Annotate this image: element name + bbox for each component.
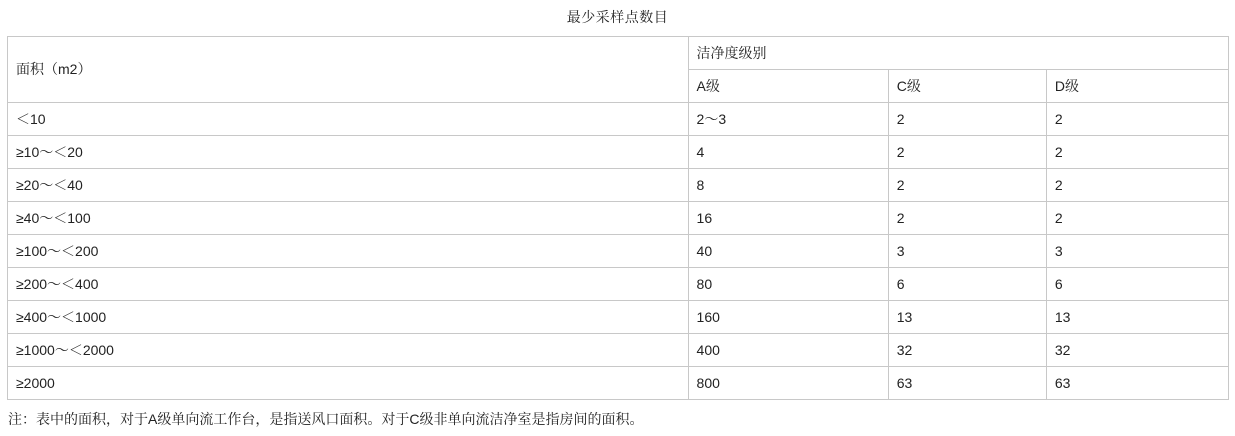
page-title: 最少采样点数目	[566, 9, 669, 25]
table-row	[8, 268, 1229, 301]
cell-area: ≥2000	[8, 367, 689, 400]
cell-grade-c: 2	[888, 169, 1046, 202]
header-cell-cleanliness-group: 洁净度级别	[688, 37, 1228, 70]
cell-grade-a: 160	[688, 301, 888, 334]
cell-grade-d: 3	[1046, 235, 1228, 268]
header-cell-grade-c: C级	[888, 70, 1046, 103]
header-cell-area: 面积（m2）	[8, 37, 689, 103]
cell-grade-d: 13	[1046, 301, 1228, 334]
header-cell-grade-a: A级	[688, 70, 888, 103]
table-row	[8, 136, 1229, 169]
cell-area: ≥100～＜200	[8, 235, 689, 268]
cell-grade-d: 32	[1046, 334, 1228, 367]
table-row	[8, 202, 1229, 235]
table-row	[8, 169, 1229, 202]
cell-grade-c: 2	[888, 202, 1046, 235]
cell-grade-d: 2	[1046, 169, 1228, 202]
cell-grade-a: 80	[688, 268, 888, 301]
cell-grade-a: 400	[688, 334, 888, 367]
cell-grade-d: 2	[1046, 136, 1228, 169]
cell-grade-a: 2～3	[688, 103, 888, 136]
table-row	[8, 235, 1229, 268]
table-header-row-1	[8, 37, 1229, 70]
cell-grade-c: 2	[888, 136, 1046, 169]
cell-grade-a: 4	[688, 136, 888, 169]
table-row	[8, 367, 1229, 400]
table-note: 注：表中的面积，对于A级单向流工作台，是指送风口面积。对于C级非单向流洁净室是指房间的面积。	[8, 411, 644, 427]
cell-area: ≥400～＜1000	[8, 301, 689, 334]
table-row	[8, 103, 1229, 136]
cell-grade-c: 13	[888, 301, 1046, 334]
cell-area: ≥10～＜20	[8, 136, 689, 169]
cell-area: ≥1000～＜2000	[8, 334, 689, 367]
cell-grade-c: 63	[888, 367, 1046, 400]
cell-grade-d: 2	[1046, 103, 1228, 136]
cell-grade-c: 2	[888, 103, 1046, 136]
cell-grade-a: 40	[688, 235, 888, 268]
cell-grade-d: 63	[1046, 367, 1228, 400]
cell-grade-c: 6	[888, 268, 1046, 301]
table-row	[8, 334, 1229, 367]
cell-grade-a: 16	[688, 202, 888, 235]
cell-grade-a: 8	[688, 169, 888, 202]
cell-grade-a: 800	[688, 367, 888, 400]
table-row	[8, 301, 1229, 334]
cell-grade-d: 6	[1046, 268, 1228, 301]
cell-grade-d: 2	[1046, 202, 1228, 235]
cell-area: ≥40～＜100	[8, 202, 689, 235]
cell-area: ≥20～＜40	[8, 169, 689, 202]
cell-area: ＜10	[8, 103, 689, 136]
cell-grade-c: 32	[888, 334, 1046, 367]
cell-grade-c: 3	[888, 235, 1046, 268]
sampling-points-table	[7, 36, 1229, 400]
cell-area: ≥200～＜400	[8, 268, 689, 301]
header-cell-grade-d: D级	[1046, 70, 1228, 103]
